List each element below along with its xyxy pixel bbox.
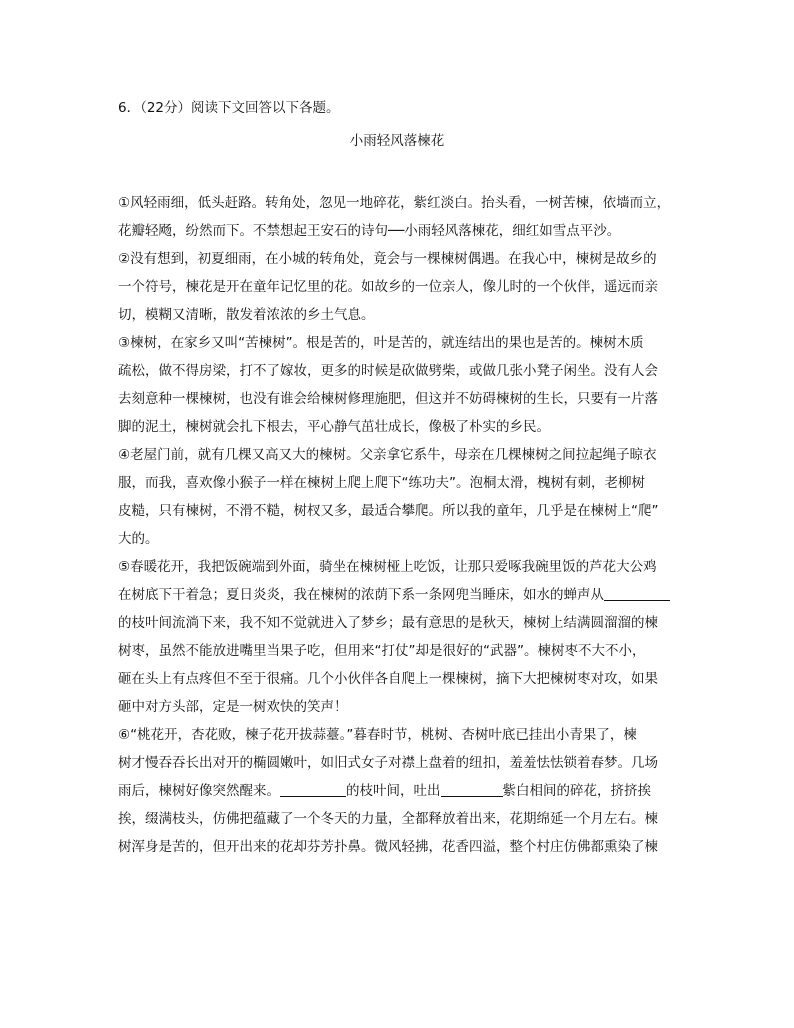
passage-line: 树枣，虽然不能放进嘴里当果子吃，但用来“打仗”却是很好的“武器”。楝树枣不大不小， bbox=[118, 643, 646, 659]
passage-line: ⑤春暖花开，我把饭碗端到外面，骑坐在楝树桠上吃饭，让那只爱啄我碗里饭的芦花大公鸡 bbox=[118, 559, 657, 575]
passage-line-text: 紫白相间的碎花，挤挤挨 bbox=[502, 783, 651, 799]
passage-line bbox=[118, 777, 688, 805]
passage-line-text: 的枝叶间，吐出 bbox=[346, 783, 441, 799]
passage-line: 去刻意种一棵楝树，也没有谁会给楝树修理施肥，但这并不妨碍楝树的生长，只要有一片落 bbox=[118, 391, 658, 407]
passage-line: 花瓣轻飏，纷然而下。不禁想起王安石的诗句──小雨轻风落楝花，细红如雪点平沙。 bbox=[118, 223, 621, 239]
passage-line: ②没有想到，初夏细雨，在小城的转角处，竟会与一棵楝树偶遇。在我心中，楝树是故乡的 bbox=[118, 251, 657, 267]
passage-line bbox=[118, 581, 688, 609]
fill-in-blank[interactable] bbox=[441, 780, 503, 797]
fill-in-blank[interactable] bbox=[604, 584, 670, 601]
passage-line-text: 雨后，楝树好像突然醒来。 bbox=[118, 783, 280, 799]
passage-title: 小雨轻风落楝花 bbox=[349, 133, 445, 149]
passage-line: ④老屋门前，就有几棵又高又大的楝树。父亲拿它系牛，母亲在几棵楝树之间拉起绳子晾衣 bbox=[118, 447, 657, 463]
passage-body bbox=[118, 189, 688, 861]
passage-line: 皮糙，只有楝树，不滑不糙，树杈又多，最适合攀爬。所以我的童年，几乎是在楝树上“爬” bbox=[118, 503, 659, 519]
question-header: 6．（22分）阅读下文回答以下各题。 bbox=[118, 100, 340, 116]
passage-line: 疏松，做不得房梁，打不了嫁妆，更多的时候是砍做劈柴，或做几张小凳子闲坐。没有人会 bbox=[118, 363, 658, 379]
passage-line: ⑥“桃花开，杏花败，楝子花开拔蒜薹。”暮春时节，桃树、杏树叶底已挂出小青果了，楝 bbox=[118, 727, 637, 743]
passage-line: ①风轻雨细，低头赶路。转角处，忽见一地碎花，紫红淡白。抬头看，一树苦楝，依墙而立， bbox=[118, 195, 671, 211]
passage-line-text: 在树底下干着急；夏日炎炎，我在楝树的浓荫下系一条网兜当睡床，如水的蝉声从 bbox=[118, 587, 604, 603]
passage-line: 树才慢吞吞长出对开的椭圆嫩叶，如旧式女子对襟上盘着的纽扣，羞羞怯怯锁着春梦。几场 bbox=[118, 755, 658, 771]
passage-line: 一个符号，楝花是开在童年记忆里的花。如故乡的一位亲人，像儿时的一个伙伴，遥远而亲 bbox=[118, 279, 658, 295]
passage-line: ③楝树，在家乡又叫“苦楝树”。根是苦的，叶是苦的，就连结出的果也是苦的。楝树木质 bbox=[118, 335, 644, 351]
passage-line: 树浑身是苦的，但开出来的花却芬芳扑鼻。微风轻拂，花香四溢，整个村庄仿佛都熏染了楝 bbox=[118, 839, 658, 855]
passage-line: 脚的泥土，楝树就会扎下根去，平心静气茁壮成长，像极了朴实的乡民。 bbox=[118, 419, 550, 435]
passage-line: 的枝叶间流淌下来，我不知不觉就进入了梦乡；最有意思的是秋天，楝树上结满圆溜溜的楝 bbox=[118, 615, 658, 631]
passage-line: 砸在头上有点疼但不至于很痛。几个小伙伴各自爬上一棵楝树，摘下大把楝树枣对攻，如果 bbox=[118, 671, 658, 687]
passage-line: 服，而我，喜欢像小猴子一样在楝树上爬上爬下“练功夫”。泡桐太滑，槐树有刺，老柳树 bbox=[118, 475, 645, 491]
passage-line: 砸中对方头部，定是一树欢快的笑声！ bbox=[118, 699, 348, 715]
fill-in-blank[interactable] bbox=[280, 780, 346, 797]
passage-line: 挨，缀满枝头，仿佛把蕴藏了一个冬天的力量，全都释放着出来，花期绵延一个月左右。楝 bbox=[118, 811, 658, 827]
passage-line: 大的。 bbox=[118, 531, 159, 547]
passage-line: 切，模糊又清晰，散发着浓浓的乡土气息。 bbox=[118, 307, 375, 323]
